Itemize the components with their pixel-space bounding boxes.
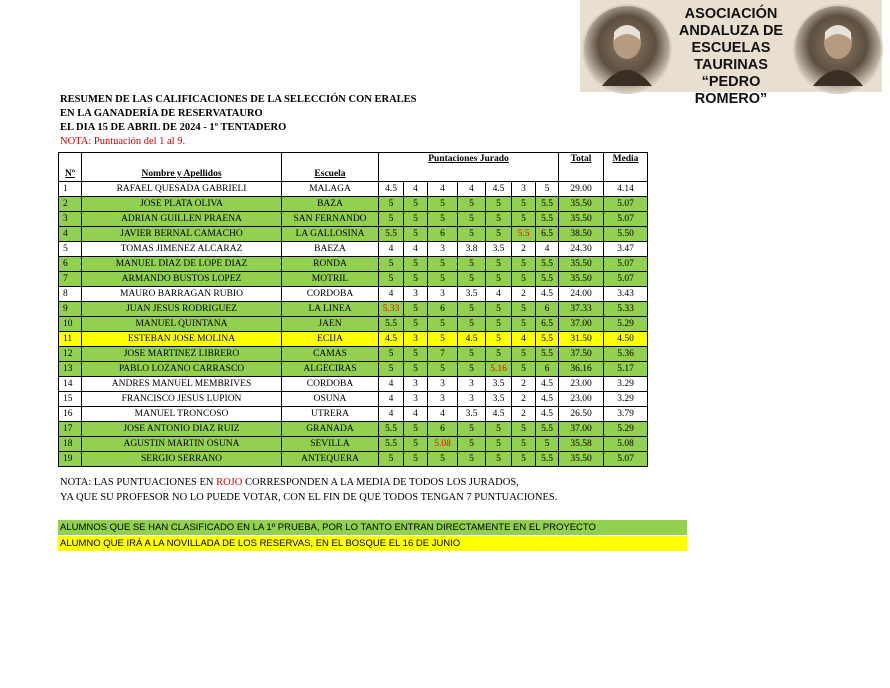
- average-score: 5.50: [604, 227, 648, 242]
- jury-score: 6: [428, 302, 458, 317]
- jury-score: 5: [486, 347, 512, 362]
- jury-score: 5: [486, 272, 512, 287]
- table-row: [59, 347, 648, 362]
- school-name: BAEZA: [282, 242, 379, 257]
- note-line-1: [60, 475, 557, 490]
- jury-score: 3.8: [458, 242, 486, 257]
- jury-score: 5: [486, 437, 512, 452]
- jury-score: 3: [428, 287, 458, 302]
- total-score: 37.00: [559, 422, 604, 437]
- average-score: 5.08: [604, 437, 648, 452]
- jury-score: 3: [428, 392, 458, 407]
- student-name: JAVIER BERNAL CAMACHO: [82, 227, 282, 242]
- average-score: 5.07: [604, 197, 648, 212]
- average-score: 5.17: [604, 362, 648, 377]
- total-score: 35.58: [559, 437, 604, 452]
- jury-score: 5: [428, 317, 458, 332]
- title-line-2: EN LA GANADERÍA DE RESERVATAURO: [60, 108, 263, 119]
- table-row: [59, 422, 648, 437]
- row-number: 2: [59, 197, 82, 212]
- average-score: 4.14: [604, 182, 648, 197]
- total-score: 35.50: [559, 257, 604, 272]
- jury-score: 5: [458, 257, 486, 272]
- jury-score: 5: [404, 257, 428, 272]
- jury-score: 5.5: [536, 452, 559, 467]
- jury-score: 6: [428, 227, 458, 242]
- total-score: 37.33: [559, 302, 604, 317]
- jury-score: 5: [428, 257, 458, 272]
- average-score: 5.36: [604, 347, 648, 362]
- jury-score: 5: [428, 197, 458, 212]
- title-line-1: RESUMEN DE LAS CALIFICACIONES DE LA SELECCIÓN CON ERALES: [60, 94, 417, 105]
- student-name: SERGIO SERRANO: [82, 452, 282, 467]
- jury-score: 5.5: [379, 227, 404, 242]
- jury-score: 5.5: [536, 272, 559, 287]
- pedro-romero-portrait-right: [793, 4, 883, 94]
- jury-score: 5: [404, 452, 428, 467]
- student-name: RAFAEL QUESADA GABRIELI: [82, 182, 282, 197]
- row-number: 1: [59, 182, 82, 197]
- jury-score: 3: [512, 182, 536, 197]
- student-name: TOMAS JIMENEZ ALCARAZ: [82, 242, 282, 257]
- jury-score: 5: [379, 362, 404, 377]
- jury-score: 4.5: [379, 332, 404, 347]
- student-name: JOSE ANTONIO DIAZ RUIZ: [82, 422, 282, 437]
- student-name: MANUEL TRONCOSO: [82, 407, 282, 422]
- table-row: [59, 317, 648, 332]
- row-number: 5: [59, 242, 82, 257]
- table-row: [59, 302, 648, 317]
- school-name: GRANADA: [282, 422, 379, 437]
- header-num: Nº: [59, 153, 82, 182]
- average-score: 5.29: [604, 317, 648, 332]
- jury-score: 5: [458, 437, 486, 452]
- jury-score: 5: [486, 317, 512, 332]
- average-score: 5.07: [604, 257, 648, 272]
- jury-score: 5.5: [379, 422, 404, 437]
- jury-score: 6: [536, 302, 559, 317]
- jury-score: 5: [458, 347, 486, 362]
- jury-score: 5: [379, 212, 404, 227]
- legend-green: ALUMNOS QUE SE HAN CLASIFICADO EN LA 1º PRUEBA, POR LO TANTO ENTRAN DIRECTAMENTE EN EL PROYECTO: [58, 520, 687, 535]
- jury-score: 5: [379, 197, 404, 212]
- jury-score: 3: [458, 392, 486, 407]
- jury-score: 3: [404, 392, 428, 407]
- jury-score: 2: [512, 392, 536, 407]
- row-number: 16: [59, 407, 82, 422]
- jury-score: 4.5: [536, 392, 559, 407]
- row-number: 12: [59, 347, 82, 362]
- jury-score: 5: [428, 272, 458, 287]
- jury-score: 5: [512, 362, 536, 377]
- jury-score: 5: [512, 272, 536, 287]
- jury-score: 5: [404, 362, 428, 377]
- jury-score: 5: [536, 437, 559, 452]
- notes: [60, 475, 557, 505]
- row-number: 18: [59, 437, 82, 452]
- header-jury-spacer: [379, 168, 559, 182]
- jury-score: 4: [486, 287, 512, 302]
- student-name: ANDRES MANUEL MEMBRIVES: [82, 377, 282, 392]
- jury-score: 4: [536, 242, 559, 257]
- jury-score: 6.5: [536, 227, 559, 242]
- jury-score: 5: [458, 317, 486, 332]
- table-row: [59, 452, 648, 467]
- table-row: [59, 377, 648, 392]
- association-header: [580, 0, 882, 107]
- jury-score: 5: [379, 257, 404, 272]
- results-table: [58, 152, 648, 467]
- jury-score: 7: [428, 347, 458, 362]
- jury-score: 5: [458, 197, 486, 212]
- table-row: [59, 197, 648, 212]
- jury-score: 5: [404, 422, 428, 437]
- jury-score: 2: [512, 407, 536, 422]
- header-school: Escuela: [282, 153, 379, 182]
- school-name: OSUNA: [282, 392, 379, 407]
- total-score: 23.00: [559, 377, 604, 392]
- school-name: ALGECIRAS: [282, 362, 379, 377]
- association-line-4: “PEDRO ROMERO”: [694, 74, 768, 107]
- association-name: [672, 6, 790, 108]
- total-score: 35.50: [559, 452, 604, 467]
- jury-score: 4: [512, 332, 536, 347]
- average-score: 5.07: [604, 272, 648, 287]
- student-name: ARMANDO BUSTOS LOPEZ: [82, 272, 282, 287]
- jury-score: 5: [486, 212, 512, 227]
- jury-score: 5.5: [536, 422, 559, 437]
- school-name: CAMAS: [282, 347, 379, 362]
- row-number: 3: [59, 212, 82, 227]
- student-name: FRANCISCO JESUS LUPION: [82, 392, 282, 407]
- jury-score: 5: [404, 302, 428, 317]
- table-row: [59, 242, 648, 257]
- jury-score: 5: [512, 257, 536, 272]
- pedro-romero-portrait-left: [582, 4, 672, 94]
- jury-score: 3: [458, 377, 486, 392]
- school-name: CORDOBA: [282, 377, 379, 392]
- jury-score: 3: [428, 242, 458, 257]
- jury-score: 5: [458, 272, 486, 287]
- jury-score: 5: [458, 452, 486, 467]
- school-name: LA GALLOSINA: [282, 227, 379, 242]
- jury-score: 5.5: [536, 212, 559, 227]
- total-score: 26.50: [559, 407, 604, 422]
- jury-score: 5: [486, 332, 512, 347]
- jury-score: 5: [379, 272, 404, 287]
- jury-score: 3: [404, 377, 428, 392]
- total-score: 38.50: [559, 227, 604, 242]
- row-number: 14: [59, 377, 82, 392]
- school-name: MALAGA: [282, 182, 379, 197]
- jury-score: 4: [379, 242, 404, 257]
- table-row: [59, 212, 648, 227]
- school-name: ANTEQUERA: [282, 452, 379, 467]
- jury-score: 3: [404, 332, 428, 347]
- jury-score: 5: [404, 317, 428, 332]
- table-header-row: [59, 153, 648, 168]
- average-score: 5.29: [604, 422, 648, 437]
- school-name: SEVILLA: [282, 437, 379, 452]
- jury-score: 4: [458, 182, 486, 197]
- jury-score: 3: [428, 377, 458, 392]
- school-name: CORDOBA: [282, 287, 379, 302]
- average-score: 5.33: [604, 302, 648, 317]
- jury-score: 2: [512, 287, 536, 302]
- row-number: 4: [59, 227, 82, 242]
- average-score: 3.29: [604, 377, 648, 392]
- jury-score: 5: [428, 362, 458, 377]
- table-row: [59, 407, 648, 422]
- table-row: [59, 257, 648, 272]
- title-line-3: EL DIA 15 DE ABRIL DE 2024 - 1º TENTADERO: [60, 122, 287, 133]
- note-rojo-word: ROJO: [216, 477, 243, 488]
- jury-score: 4: [404, 242, 428, 257]
- student-name: MANUEL QUINTANA: [82, 317, 282, 332]
- table-row: [59, 437, 648, 452]
- jury-score: 5: [512, 302, 536, 317]
- association-line-3: ESCUELAS TAURINAS: [691, 40, 771, 73]
- school-name: UTRERA: [282, 407, 379, 422]
- row-number: 7: [59, 272, 82, 287]
- jury-score: 3.5: [486, 377, 512, 392]
- jury-score: 4: [379, 287, 404, 302]
- total-score: 36.16: [559, 362, 604, 377]
- jury-score: 5: [486, 452, 512, 467]
- note-line-1-start: NOTA: LAS PUNTUACIONES EN: [60, 477, 217, 488]
- student-name: AGUSTIN MARTIN OSUNA: [82, 437, 282, 452]
- jury-score: 3: [404, 287, 428, 302]
- average-score: 3.47: [604, 242, 648, 257]
- student-name: JOSE PLATA OLIVA: [82, 197, 282, 212]
- table-row: [59, 287, 648, 302]
- total-score: 24.30: [559, 242, 604, 257]
- jury-score: 4.5: [536, 287, 559, 302]
- school-name: MOTRIL: [282, 272, 379, 287]
- jury-score: 5.5: [536, 332, 559, 347]
- note-line-2: YA QUE SU PROFESOR NO LO PUEDE VOTAR, CON EL FIN DE QUE TODOS TENGAN 7 PUNTUACIONES.: [60, 492, 558, 503]
- header-media: Media: [604, 153, 648, 182]
- student-name: ESTEBAN JOSE MOLINA: [82, 332, 282, 347]
- table-row: [59, 362, 648, 377]
- jury-score: 5: [458, 422, 486, 437]
- jury-score: 5: [458, 212, 486, 227]
- jury-score: 5: [428, 452, 458, 467]
- jury-score: 5: [486, 422, 512, 437]
- jury-score: 5.5: [536, 347, 559, 362]
- jury-score: 5.5: [379, 437, 404, 452]
- jury-score: 4.5: [379, 182, 404, 197]
- jury-score: 4.5: [486, 407, 512, 422]
- jury-score: 4: [404, 407, 428, 422]
- jury-score: 4: [404, 182, 428, 197]
- average-score: 4.50: [604, 332, 648, 347]
- school-name: RONDA: [282, 257, 379, 272]
- jury-score: 4: [428, 182, 458, 197]
- jury-score: 2: [512, 377, 536, 392]
- total-score: 37.00: [559, 317, 604, 332]
- jury-score: 5: [512, 452, 536, 467]
- header-name: Nombre y Apellidos: [82, 153, 282, 182]
- association-line-1: ASOCIACIÓN: [684, 6, 778, 22]
- jury-score: 5: [379, 452, 404, 467]
- note-line-1-end: CORRESPONDEN A LA MEDIA DE TODOS LOS JURADOS,: [242, 477, 519, 488]
- row-number: 9: [59, 302, 82, 317]
- jury-score: 5: [404, 227, 428, 242]
- jury-score: 5.5: [536, 197, 559, 212]
- row-number: 15: [59, 392, 82, 407]
- total-score: 35.50: [559, 212, 604, 227]
- jury-score: 5: [512, 317, 536, 332]
- jury-score: 5: [428, 332, 458, 347]
- table-body: [59, 182, 648, 467]
- header-jury: Puntaciones Jurado: [379, 153, 559, 168]
- document-title: [60, 93, 417, 149]
- row-number: 10: [59, 317, 82, 332]
- average-score: 3.43: [604, 287, 648, 302]
- jury-score: 5: [512, 212, 536, 227]
- jury-score: 6: [428, 422, 458, 437]
- row-number: 8: [59, 287, 82, 302]
- jury-score: 5: [428, 212, 458, 227]
- jury-score: 5: [404, 347, 428, 362]
- average-score: 3.79: [604, 407, 648, 422]
- jury-score: 4: [379, 377, 404, 392]
- average-score: 5.07: [604, 212, 648, 227]
- scoring-note: NOTA: Puntuación del 1 al 9.: [60, 136, 186, 147]
- jury-score: 5: [512, 347, 536, 362]
- jury-score: 5.33: [379, 302, 404, 317]
- student-name: JUAN JESUS RODRIGUEZ: [82, 302, 282, 317]
- jury-score: 5: [404, 212, 428, 227]
- jury-score: 4.5: [536, 377, 559, 392]
- jury-score: 5.08: [428, 437, 458, 452]
- jury-score: 5: [486, 302, 512, 317]
- jury-score: 3.5: [486, 392, 512, 407]
- student-name: PABLO LOZANO CARRASCO: [82, 362, 282, 377]
- jury-score: 5: [404, 272, 428, 287]
- jury-score: 3.5: [458, 407, 486, 422]
- jury-score: 3.5: [486, 242, 512, 257]
- school-name: BAZA: [282, 197, 379, 212]
- jury-score: 5: [486, 227, 512, 242]
- student-name: MAURO BARRAGAN RUBIO: [82, 287, 282, 302]
- jury-score: 5: [512, 422, 536, 437]
- student-name: JOSE MARTINEZ LIBRERO: [82, 347, 282, 362]
- table-row: [59, 227, 648, 242]
- school-name: ECIJA: [282, 332, 379, 347]
- jury-score: 5: [512, 197, 536, 212]
- jury-score: 4: [379, 407, 404, 422]
- row-number: 19: [59, 452, 82, 467]
- total-score: 31.50: [559, 332, 604, 347]
- jury-score: 5: [404, 197, 428, 212]
- school-name: LA LINEA: [282, 302, 379, 317]
- header-total: Total: [559, 153, 604, 182]
- student-name: MANUEL DIAZ DE LOPE DIAZ: [82, 257, 282, 272]
- row-number: 17: [59, 422, 82, 437]
- table-row: [59, 392, 648, 407]
- jury-score: 5: [536, 182, 559, 197]
- row-number: 11: [59, 332, 82, 347]
- jury-score: 5: [486, 257, 512, 272]
- jury-score: 6: [536, 362, 559, 377]
- jury-score: 5: [486, 197, 512, 212]
- legend-yellow: ALUMNO QUE IRÁ A LA NOVILLADA DE LOS RESERVAS, EN EL BOSQUE EL 16 DE JUNIO: [58, 536, 687, 551]
- school-name: SAN FERNANDO: [282, 212, 379, 227]
- table-row: [59, 182, 648, 197]
- average-score: 3.29: [604, 392, 648, 407]
- jury-score: 5: [404, 437, 428, 452]
- row-number: 13: [59, 362, 82, 377]
- association-line-2: ANDALUZA DE: [678, 23, 784, 39]
- total-score: 35.50: [559, 272, 604, 287]
- jury-score: 5: [379, 347, 404, 362]
- student-name: ADRIAN GUILLEN PRAENA: [82, 212, 282, 227]
- jury-score: 5: [458, 227, 486, 242]
- total-score: 23.00: [559, 392, 604, 407]
- jury-score: 5: [458, 302, 486, 317]
- jury-score: 2: [512, 242, 536, 257]
- jury-score: 3.5: [458, 287, 486, 302]
- average-score: 5.07: [604, 452, 648, 467]
- jury-score: 5.5: [379, 317, 404, 332]
- jury-score: 5.5: [512, 227, 536, 242]
- table-row: [59, 332, 648, 347]
- total-score: 37.50: [559, 347, 604, 362]
- jury-score: 5.5: [536, 257, 559, 272]
- jury-score: 4.5: [458, 332, 486, 347]
- jury-score: 5.16: [486, 362, 512, 377]
- jury-score: 4.5: [486, 182, 512, 197]
- jury-score: 5: [512, 437, 536, 452]
- jury-score: 6.5: [536, 317, 559, 332]
- total-score: 35.50: [559, 197, 604, 212]
- row-number: 6: [59, 257, 82, 272]
- school-name: JAEN: [282, 317, 379, 332]
- total-score: 29.00: [559, 182, 604, 197]
- table-row: [59, 272, 648, 287]
- jury-score: 4: [428, 407, 458, 422]
- jury-score: 4: [379, 392, 404, 407]
- jury-score: 4.5: [536, 407, 559, 422]
- jury-score: 5: [458, 362, 486, 377]
- total-score: 24.00: [559, 287, 604, 302]
